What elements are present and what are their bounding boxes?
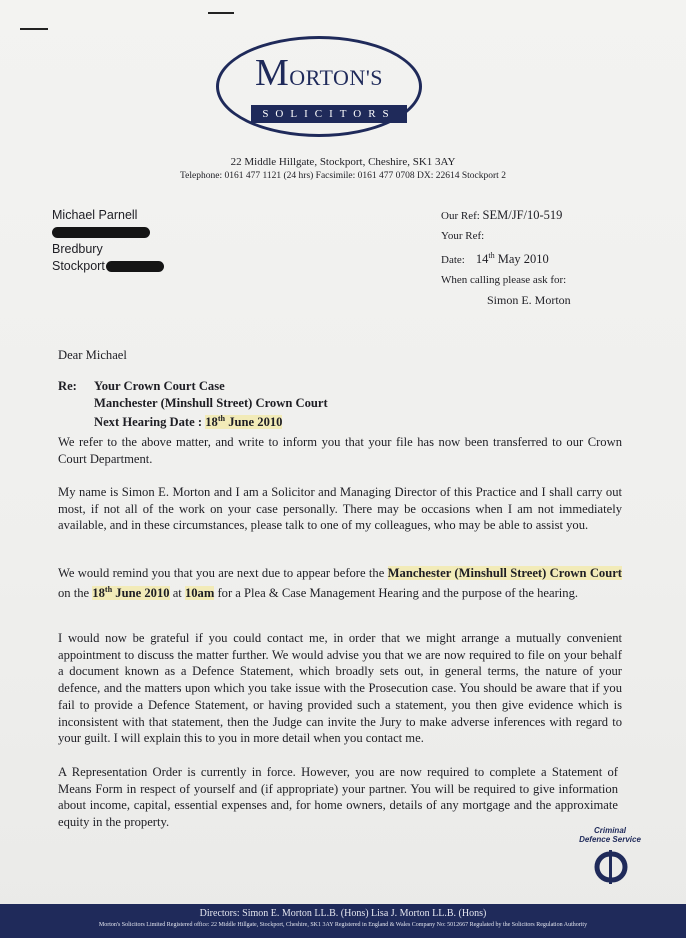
re-hearing-date: Next Hearing Date : 18th June 2010 (94, 414, 283, 430)
reference-block (441, 205, 571, 310)
footer-directors: Directors: Simon E. Morton LL.B. (Hons) Lisa J. Morton LL.B. (Hons) (199, 908, 487, 919)
re-label: Re: (58, 379, 77, 393)
footer-registration: Morton's Solicitors Limited Registered office: 22 Middle Hillgate, Stockport, Cheshire, SK1 3AY Registered in England & Wales Company No: 5012667 Regulated by the Solicitors Regulation Authority (98, 922, 588, 928)
paragraph-3: We would remind you that you are next due to appear before the Manchester (Minshull Street) Crown Court on the 18th June 2010 at 10am for a Plea & Case Management Hearing and the purpose of the hearing. (58, 566, 622, 600)
company-address: 22 Middle Hillgate, Stockport, Cheshire, SK1 3AY (230, 156, 456, 168)
paragraph-2: My name is Simon E. Morton and I am a Solicitor and Managing Director of this Practice and I shall carry out most, if not all of the work on your case personally. There may be occasions when I am not immediately available, and in these circumstances, please talk to one of my colleagues, who may be able to assist you. (58, 485, 622, 533)
re-court: Manchester (Minshull Street) Crown Court (94, 395, 328, 410)
recipient-city-line: Stockport (52, 258, 164, 275)
scan-mark (20, 28, 48, 30)
paragraph-1: We refer to the above matter, and write to inform you that your file has now been transferred to our Crown Court Department. (58, 435, 622, 466)
paragraph-5: A Representation Order is currently in force. However, you are now required to complete a Statement of Means Form in respect of yourself and (if appropriate) your partner. You will be required to give information about income, capital, essential expenses and, for home owners, details of any mortgage and the approximate equity in the property. (58, 765, 618, 830)
company-contact: Telephone: 0161 477 1121 (24 hrs) Facsimile: 0161 477 0708 DX: 22614 Stockport 2 (180, 171, 506, 181)
re-case: Your Crown Court Case (94, 379, 225, 393)
calling-instructions: When calling please ask for: (441, 274, 567, 287)
paragraph-4: I would now be grateful if you could contact me, in order that we might arrange a mutually convenient appointment to discuss the matter further. We would advise you that we are now required to file on your behalf a document known as a Defence Statement, which broadly sets out, in general terms, the nature of your defence, and the matters upon which you take issue with the Prosecution case. You should be aware that if you fail to provide a Defence Statement, or having provided such a statement, you then give evidence which is inconsistent with that statement, then the Judge can invite the Jury to make adverse inferences with regard to your guilt. I will explain this to you in more detail when you contact me. (58, 631, 622, 746)
criminal-defence-service-logo (560, 826, 660, 891)
your-ref-label: Your Ref: (441, 230, 485, 242)
cds-icon (590, 848, 630, 886)
logo-subtitle: SOLICITORS (251, 105, 407, 123)
recipient-name: Michael Parnell (52, 208, 138, 222)
cds-line-2: Defence Service (579, 835, 641, 844)
contact-person: Simon E. Morton (487, 293, 571, 308)
footer (0, 904, 686, 938)
recipient-town: Bredbury (52, 242, 103, 256)
cds-line-1: Criminal (593, 826, 626, 835)
scan-mark (208, 12, 234, 14)
salutation: Dear Michael (58, 348, 127, 362)
letter-date: Date: 14th May 2010 (441, 251, 549, 267)
company-logo (216, 36, 422, 137)
our-ref: Our Ref: SEM/JF/10-519 (441, 208, 563, 222)
recipient-address (52, 207, 164, 275)
logo-wordmark: MORTON'S (254, 52, 384, 94)
redacted-street (52, 224, 164, 241)
